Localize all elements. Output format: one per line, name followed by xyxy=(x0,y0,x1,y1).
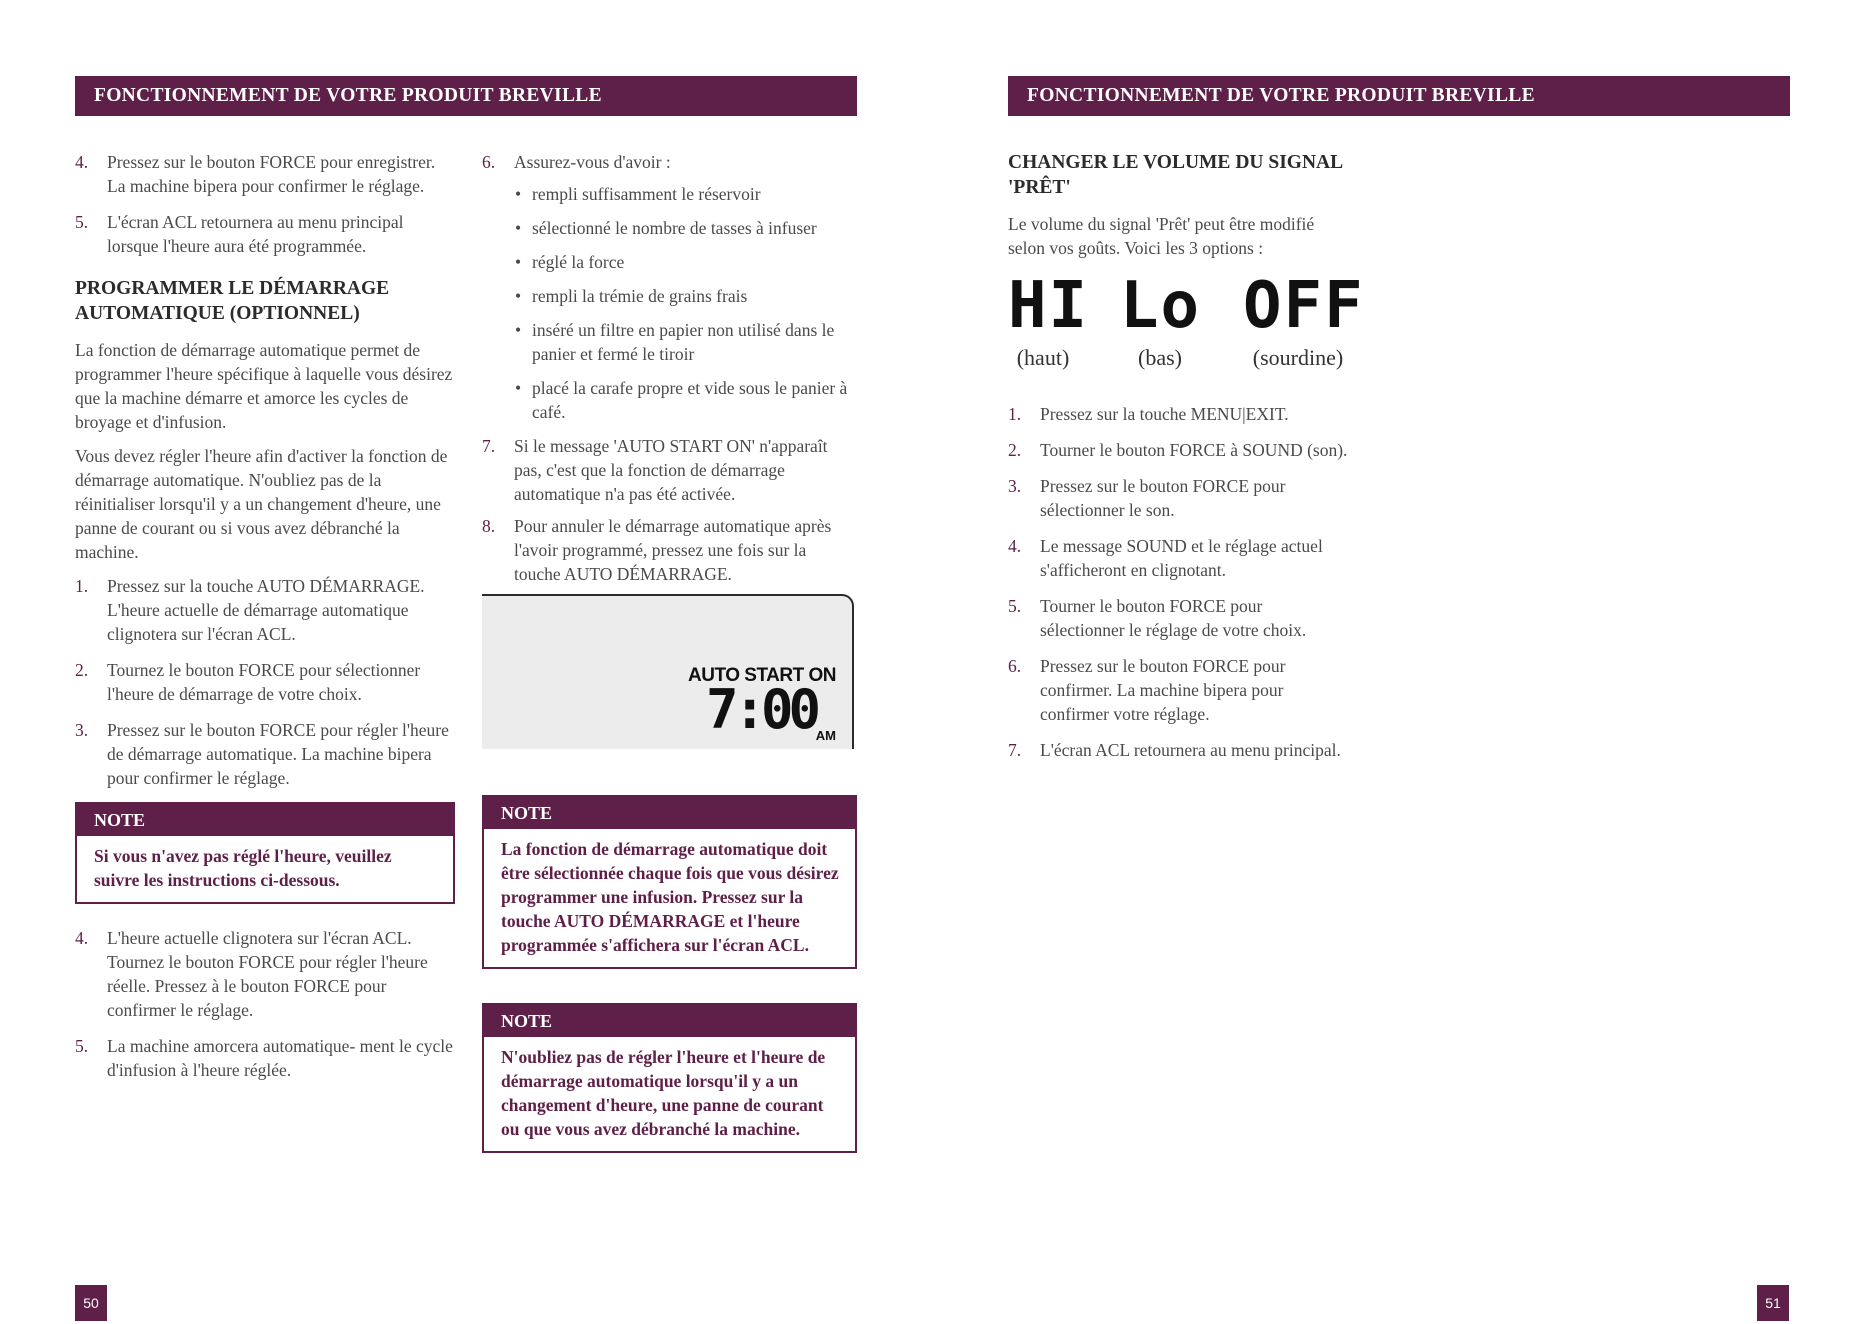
list-item xyxy=(482,318,857,366)
step-number: 1. xyxy=(1008,404,1022,424)
step-number: 8. xyxy=(482,516,496,536)
lcd-time: 7:00 xyxy=(705,678,816,741)
step-text: Le message SOUND et le réglage actuel s'afficheront en clignotant. xyxy=(1040,536,1323,580)
steps-7-8 xyxy=(482,434,857,586)
step-number: 7. xyxy=(1008,740,1022,760)
note-box xyxy=(482,1003,857,1153)
right-column xyxy=(1008,150,1365,774)
note-title: NOTE xyxy=(484,1005,855,1037)
step-text: Pressez sur le bouton FORCE pour enregistrer. La machine bipera pour confirmer le réglage. xyxy=(107,152,436,196)
list-item xyxy=(1008,654,1348,726)
step-number: 5. xyxy=(1008,596,1022,616)
step-6 xyxy=(482,150,857,174)
note-body: N'oubliez pas de régler l'heure et l'heure de démarrage automatique lorsqu'il y a un changement d'heure, une panne de courant ou que vous avez débranché la machine. xyxy=(501,1047,826,1139)
steps-top xyxy=(75,150,455,258)
checklist xyxy=(482,182,857,424)
step-text: Pressez sur le bouton FORCE pour régler l'heure de démarrage automatique. La machine bipera pour confirmer le réglage. xyxy=(107,720,449,788)
list-item xyxy=(75,150,455,198)
list-item xyxy=(1008,594,1348,642)
step-text: L'heure actuelle clignotera sur l'écran ACL. Tournez le bouton FORCE pour régler l'heure réelle. Pressez à le bouton FORCE pour confirmer le réglage. xyxy=(107,928,428,1020)
note-box xyxy=(482,795,857,969)
step-number: 3. xyxy=(75,720,89,740)
volume-option-lo xyxy=(1120,269,1202,372)
list-item xyxy=(482,514,857,586)
bullet-text: sélectionné le nombre de tasses à infuser xyxy=(532,218,817,238)
list-item xyxy=(1008,534,1348,582)
bullet-icon: • xyxy=(515,218,522,238)
list-item xyxy=(482,434,857,506)
list-item xyxy=(1008,438,1348,462)
page-right xyxy=(933,0,1866,1324)
step-text: Tourner le bouton FORCE pour sélectionner le réglage de votre choix. xyxy=(1040,596,1307,640)
step-text: L'écran ACL retournera au menu principal. xyxy=(1040,740,1341,760)
bullet-icon: • xyxy=(515,320,522,340)
step-number: 7. xyxy=(482,436,496,456)
bullet-text: placé la carafe propre et vide sous le panier à café. xyxy=(532,378,848,422)
step-text: Si le message 'AUTO START ON' n'apparaît pas, c'est que la fonction de démarrage automatique n'a pas été activée. xyxy=(514,436,828,504)
sound-steps xyxy=(1008,402,1348,762)
step-text: Pressez sur la touche AUTO DÉMARRAGE. L'heure actuelle de démarrage automatique clignotera sur l'écran ACL. xyxy=(107,576,425,644)
step-text: Assurez-vous d'avoir : xyxy=(514,152,671,172)
section-heading: CHANGER LE VOLUME DU SIGNAL 'PRÊT' xyxy=(1008,152,1343,198)
list-item xyxy=(482,284,857,308)
list-item xyxy=(75,926,455,1022)
volume-option-off xyxy=(1243,269,1365,372)
note-title: NOTE xyxy=(77,804,453,836)
bullet-text: rempli suffisamment le réservoir xyxy=(532,184,761,204)
volume-caption: (sourdine) xyxy=(1252,345,1344,370)
left-column-1 xyxy=(75,150,455,1094)
list-item xyxy=(482,250,857,274)
bullet-text: réglé la force xyxy=(532,252,625,272)
segment-display: Lo xyxy=(1120,269,1202,343)
step-number: 5. xyxy=(75,212,89,232)
list-item xyxy=(75,718,455,790)
note-title: NOTE xyxy=(484,797,855,829)
step-text: Tournez le bouton FORCE pour sélectionner l'heure de démarrage de votre choix. xyxy=(107,660,421,704)
step-text: L'écran ACL retournera au menu principal lorsque l'heure aura été programmée. xyxy=(107,212,404,256)
section-heading: PROGRAMMER LE DÉMARRAGE AUTOMATIQUE (OPTIONNEL) xyxy=(75,278,390,324)
lcd-display-illustration xyxy=(482,594,854,749)
step-text: Pressez sur le bouton FORCE pour sélectionner le son. xyxy=(1040,476,1286,520)
step-number: 5. xyxy=(75,1036,89,1056)
list-item xyxy=(1008,738,1348,762)
page-header: FONCTIONNEMENT DE VOTRE PRODUIT BREVILLE xyxy=(1008,76,1790,116)
step-text: Tourner le bouton FORCE à SOUND (son). xyxy=(1040,440,1348,460)
volume-option-hi xyxy=(1008,269,1090,372)
note-box xyxy=(75,802,455,904)
step-number: 4. xyxy=(75,152,89,172)
list-item xyxy=(75,1034,455,1082)
list-item xyxy=(75,574,455,646)
bullet-icon: • xyxy=(515,286,522,306)
list-item xyxy=(482,150,857,174)
step-number: 2. xyxy=(1008,440,1022,460)
step-text: Pour annuler le démarrage automatique après l'avoir programmé, pressez une fois sur la touche AUTO DÉMARRAGE. xyxy=(514,516,832,584)
left-column-2 xyxy=(482,150,857,1175)
lcd-ampm: AM xyxy=(815,728,836,743)
list-item xyxy=(482,216,857,240)
page-number: 51 xyxy=(1757,1285,1789,1321)
segment-display: HI xyxy=(1008,269,1090,343)
step-text: Pressez sur la touche MENU|EXIT. xyxy=(1040,404,1289,424)
step-number: 4. xyxy=(75,928,89,948)
list-item xyxy=(75,658,455,706)
note-body: Si vous n'avez pas réglé l'heure, veuillez suivre les instructions ci-dessous. xyxy=(94,846,392,890)
step-text: Pressez sur le bouton FORCE pour confirmer. La machine bipera pour confirmer votre réglage. xyxy=(1040,656,1286,724)
note-body: La fonction de démarrage automatique doit être sélectionnée chaque fois que vous désirez programmer une infusion. Pressez sur la touche AUTO DÉMARRAGE et l'heure programmée s'affichera sur l'écran ACL. xyxy=(501,839,839,955)
step-number: 1. xyxy=(75,576,89,596)
step-number: 4. xyxy=(1008,536,1022,556)
page-header: FONCTIONNEMENT DE VOTRE PRODUIT BREVILLE xyxy=(75,76,857,116)
list-item xyxy=(482,376,857,424)
bullet-icon: • xyxy=(515,378,522,398)
segment-display: OFF xyxy=(1243,269,1365,343)
lcd-status-text: AUTO START ON xyxy=(688,665,836,686)
bullet-icon: • xyxy=(515,184,522,204)
list-item xyxy=(1008,402,1348,426)
volume-caption: (bas) xyxy=(1138,345,1182,370)
page-number: 50 xyxy=(75,1285,107,1321)
bullet-text: rempli la trémie de grains frais xyxy=(532,286,748,306)
step-text: La machine amorcera automatique- ment le cycle d'infusion à l'heure réglée. xyxy=(107,1036,453,1080)
paragraph: Le volume du signal 'Prêt' peut être modifié selon vos goûts. Voici les 3 options : xyxy=(1008,214,1315,258)
steps-mid xyxy=(75,574,455,790)
volume-caption: (haut) xyxy=(1016,345,1070,370)
steps-bottom xyxy=(75,926,455,1082)
paragraph: Vous devez régler l'heure afin d'activer la fonction de démarrage automatique. N'oubliez pas de la réinitialiser lorsqu'il y a un changement d'heure, une panne de courant ou si vous avez débranché la machine. xyxy=(75,446,448,562)
volume-options xyxy=(1008,269,1365,382)
bullet-text: inséré un filtre en papier non utilisé dans le panier et fermé le tiroir xyxy=(532,320,835,364)
list-item xyxy=(482,182,857,206)
bullet-icon: • xyxy=(515,252,522,272)
step-number: 2. xyxy=(75,660,89,680)
step-number: 6. xyxy=(1008,656,1022,676)
list-item xyxy=(75,210,455,258)
list-item xyxy=(1008,474,1348,522)
step-number: 3. xyxy=(1008,476,1022,496)
step-number: 6. xyxy=(482,152,496,172)
paragraph: La fonction de démarrage automatique permet de programmer l'heure spécifique à laquelle vous désirez que la machine démarre et amorce les cycles de broyage et d'infusion. xyxy=(75,340,453,432)
